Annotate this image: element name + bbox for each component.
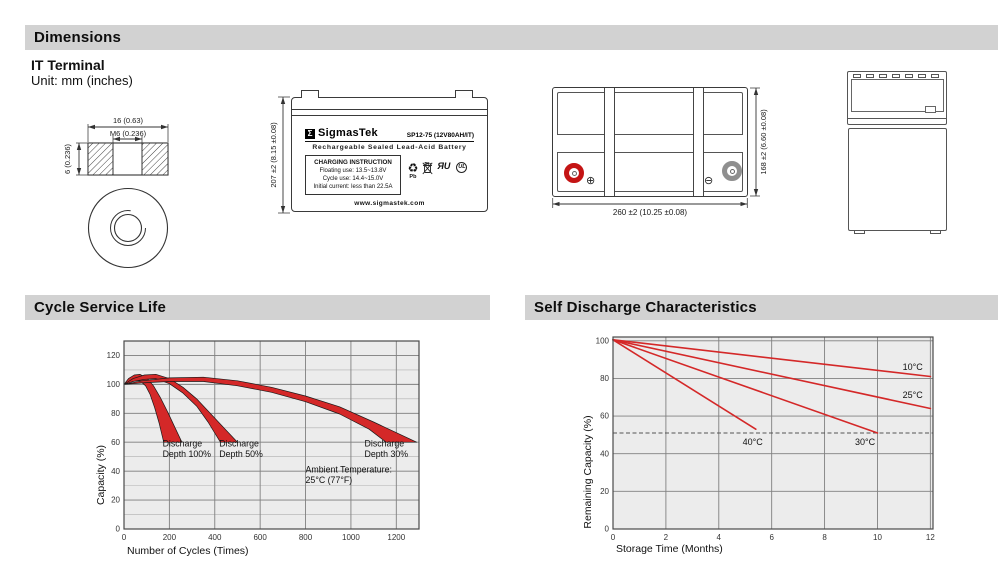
negative-terminal (722, 161, 742, 181)
label-header-row (305, 127, 474, 139)
website-url: www.sigmastek.com (354, 200, 425, 208)
top-width-dimension (552, 198, 748, 222)
svg-text:DischargeDepth 50%: Discharge Depth 50% (219, 438, 263, 459)
terminal-dimension-drawing (60, 112, 260, 282)
charging-floating: Floating use: 13.5~13.8V (319, 168, 387, 174)
plus-symbol: ⊕ (586, 175, 596, 187)
label-divider (305, 141, 474, 142)
svg-text:40: 40 (600, 449, 609, 459)
svg-text:1000: 1000 (342, 533, 360, 542)
pb-bin-icon (424, 162, 431, 169)
cycle-service-life-chart (94, 335, 424, 567)
svg-text:8: 8 (822, 533, 827, 542)
lid-tab (892, 74, 900, 78)
battery-type-line: Rechargeable Sealed Lead-Acid Battery (312, 144, 467, 151)
svg-text:40: 40 (111, 466, 120, 476)
top-depth-dim-text: 168 ±2 (6.60 ±0.08) (759, 109, 768, 175)
minus-symbol: ⊖ (704, 175, 714, 187)
svg-text:600: 600 (253, 533, 267, 542)
lid-tab (879, 74, 887, 78)
handle-left (604, 88, 615, 196)
terminal-thread-dim: M6 (0.236) (109, 129, 147, 138)
svg-text:400: 400 (208, 533, 222, 542)
positive-terminal (564, 163, 584, 183)
svg-text:0: 0 (610, 533, 616, 542)
pb-label: Pb (409, 174, 417, 180)
svg-text:DischargeDepth 100%: Discharge Depth 100% (162, 438, 211, 459)
handle-right (693, 88, 704, 196)
lid-vent-detail (925, 106, 936, 113)
sigmastek-logo-icon: Σ (305, 129, 315, 139)
svg-text:20: 20 (111, 495, 120, 505)
svg-text:20: 20 (600, 486, 609, 496)
svg-text:80: 80 (600, 374, 609, 384)
section-header-dimensions (25, 25, 998, 50)
svg-text:25°C: 25°C (902, 390, 923, 401)
label-body-row (305, 155, 474, 195)
svg-text:80: 80 (111, 408, 120, 418)
svg-text:0: 0 (604, 524, 609, 534)
lid-tab (931, 74, 939, 78)
terminal-height-dim: 6 (0.236) (63, 143, 72, 175)
svg-text:Remaining Capacity (%): Remaining Capacity (%) (582, 415, 594, 529)
top-depth-dimension (750, 85, 776, 205)
terminal-nub-right (455, 90, 473, 98)
svg-text:4: 4 (716, 533, 722, 542)
battery-top-view (552, 87, 748, 197)
svg-text:6: 6 (769, 533, 774, 542)
battery-front-view (291, 97, 488, 212)
svg-text:100: 100 (595, 336, 609, 346)
section-header-self-discharge (525, 295, 998, 320)
top-width-dim-text: 260 ±2 (10.25 ±0.08) (612, 208, 688, 217)
svg-text:DischargeDepth 30%: Discharge Depth 30% (364, 438, 409, 459)
svg-text:120: 120 (106, 351, 120, 361)
model-number: SP12-75 (12V80AH/IT) (406, 132, 474, 139)
battery-lid-line (292, 109, 487, 116)
charging-cycle: Cycle use: 14.4~15.0V (322, 175, 384, 182)
charging-instruction-box (305, 155, 401, 195)
svg-text:1200: 1200 (387, 533, 406, 542)
svg-text:Capacity (%): Capacity (%) (95, 444, 107, 506)
top-view-label-strip (557, 134, 743, 153)
section-header-cycle-service-life (25, 295, 490, 320)
front-height-dimension (270, 88, 292, 220)
terminal-type-heading: IT Terminal (31, 57, 105, 73)
svg-text:10°C: 10°C (902, 361, 923, 372)
battery-side-view-body (848, 128, 947, 231)
svg-text:0: 0 (115, 524, 120, 534)
brand-name: SigmasTek (318, 127, 378, 139)
svg-text:10: 10 (873, 533, 882, 542)
battery-foot (854, 231, 865, 234)
battery-foot (930, 231, 941, 234)
self-discharge-chart (579, 331, 947, 567)
pb-recycle-icon (408, 162, 419, 181)
ul-mark-icon: UL (456, 162, 467, 173)
charging-initial: Initial current: less than 22.5A (313, 183, 393, 190)
self-discharge-title: Self Discharge Characteristics (534, 299, 757, 316)
crossed-bin-icon (422, 162, 433, 175)
svg-text:12: 12 (925, 533, 935, 542)
svg-text:Number of Cycles (Times): Number of Cycles (Times) (127, 545, 249, 557)
svg-text:2: 2 (663, 533, 669, 542)
svg-text:Ambient Temperature:25°C (77°F: Ambient Temperature: 25°C (77°F) (305, 464, 392, 485)
charging-title: CHARGING INSTRUCTION (314, 159, 392, 166)
cycle-service-life-title: Cycle Service Life (34, 299, 167, 316)
lid-tab (853, 74, 861, 78)
terminal-nub-left (301, 90, 319, 98)
unit-note: Unit: mm (inches) (31, 73, 133, 88)
terminal-width-dim: 16 (0.63) (112, 116, 144, 125)
svg-text:Storage Time (Months): Storage Time (Months) (616, 543, 723, 555)
svg-text:100: 100 (106, 379, 120, 389)
pb-label: Pb (424, 162, 432, 168)
battery-label (305, 127, 474, 207)
svg-text:0: 0 (121, 533, 127, 542)
recycle-glyph: ♻ (407, 161, 419, 175)
svg-text:60: 60 (600, 411, 609, 421)
svg-text:60: 60 (111, 437, 120, 447)
lid-tab (905, 74, 913, 78)
lid-tab (866, 74, 874, 78)
svg-text:30°C: 30°C (854, 437, 876, 448)
lid-bottom-band (848, 118, 946, 119)
dimensions-title: Dimensions (34, 29, 122, 46)
svg-text:40°C: 40°C (742, 437, 763, 448)
certification-icons (401, 155, 474, 195)
front-height-dim-text: 207 ±2 (8.15 ±0.08) (269, 122, 278, 188)
battery-side-view-lid (847, 71, 947, 125)
svg-text:200: 200 (162, 533, 177, 542)
lid-tab (918, 74, 926, 78)
ur-mark-icon: ЯU (437, 161, 451, 171)
svg-text:800: 800 (298, 533, 313, 542)
